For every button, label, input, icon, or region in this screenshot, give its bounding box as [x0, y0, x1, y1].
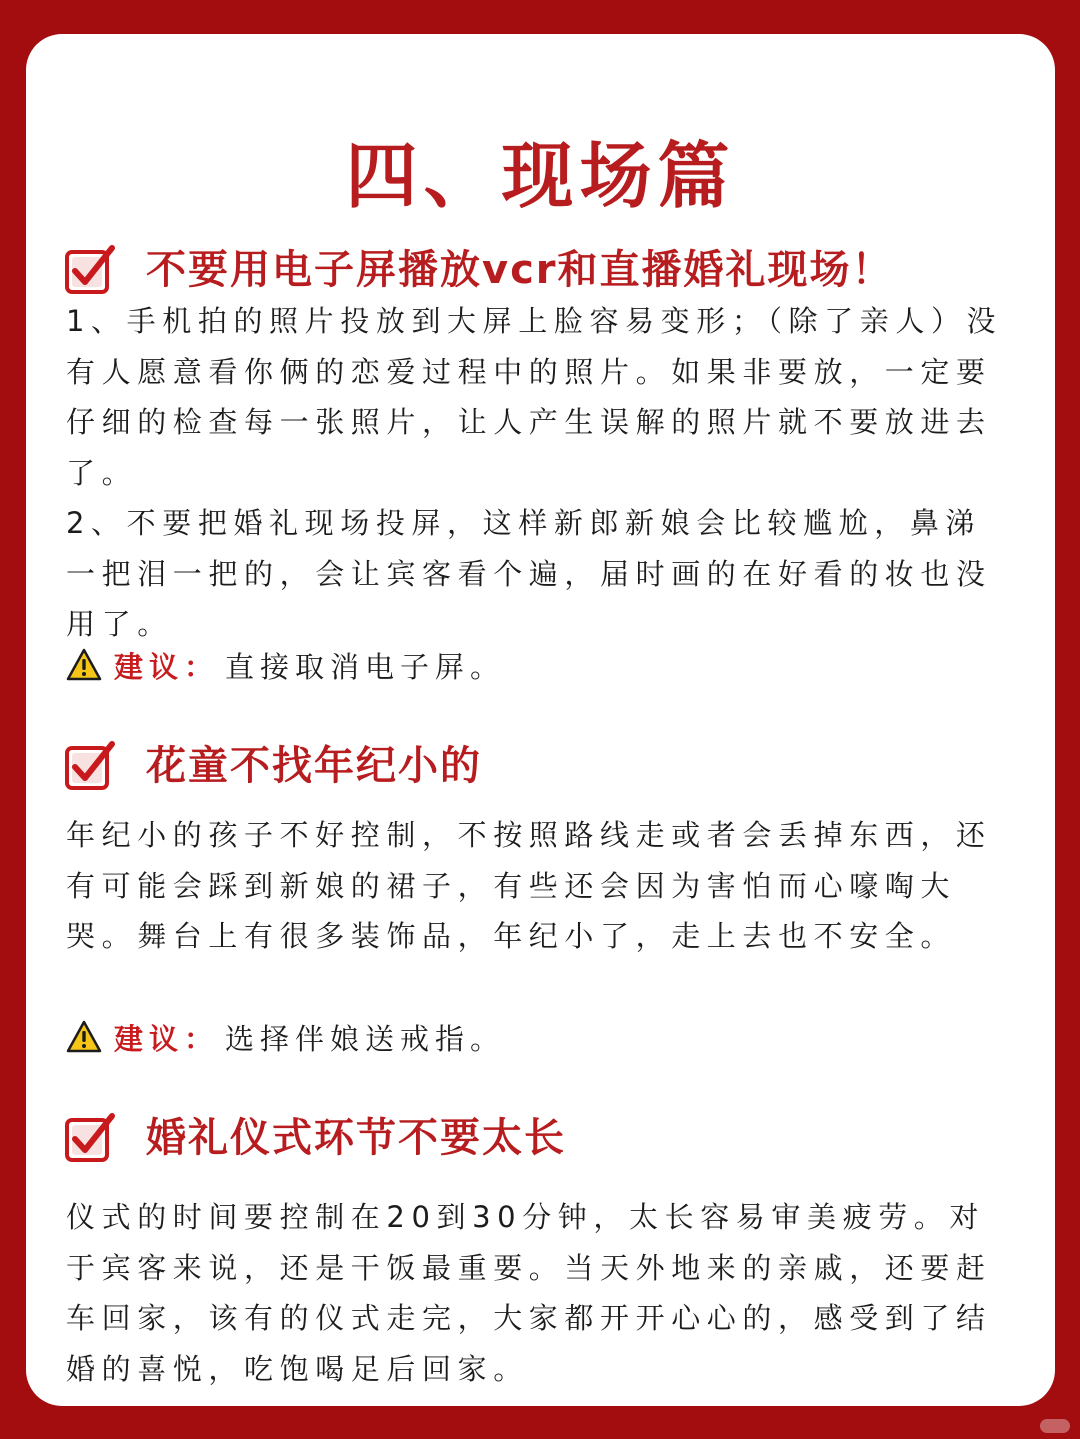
page-title: 四、现场篇 [345, 134, 736, 219]
section-1-paragraph-1: 1、手机拍的照片投放到大屏上脸容易变形；（除了亲人）没有人愿意看你俩的恋爱过程中的照片。如果非要放，一定要仔细的检查每一张照片，让人产生误解的照片就不要放进去了。 [66, 304, 1003, 490]
tip-label: 建议： [114, 1021, 220, 1056]
watermark [1040, 1419, 1070, 1433]
warning-icon [66, 648, 102, 682]
section-title: 不要用电子屏播放vcr和直播婚礼现场！ [146, 247, 894, 293]
checkbox-checked-icon [64, 244, 116, 296]
tip-text: 直接取消电子屏。 [225, 649, 506, 684]
tip-text: 选择伴娘送戒指。 [225, 1021, 506, 1056]
section-2-tip [66, 1012, 505, 1062]
section-header-3 [64, 1108, 566, 1168]
section-title: 婚礼仪式环节不要太长 [146, 1115, 566, 1161]
section-1-paragraph-2: 2、不要把婚礼现场投屏，这样新郎新娘会比较尴尬，鼻涕一把泪一把的，会让宾客看个遍，届时画的在好看的妆也没用了。 [66, 506, 992, 641]
warning-icon [66, 1020, 102, 1054]
section-2-paragraph-1: 年纪小的孩子不好控制，不按照路线走或者会丢掉东西，还有可能会踩到新娘的裙子，有些还会因为害怕而心嚎啕大哭。舞台上有很多装饰品，年纪小了，走上去也不安全。 [66, 818, 992, 953]
section-header-2 [64, 736, 482, 796]
checkbox-checked-icon [64, 1112, 116, 1164]
section-header-1 [64, 240, 894, 300]
content-card [26, 34, 1055, 1406]
section-1-tip [66, 640, 505, 690]
section-title: 花童不找年纪小的 [146, 743, 482, 789]
tip-label: 建议： [114, 649, 220, 684]
checkbox-checked-icon [64, 740, 116, 792]
section-3-paragraph-1: 仪式的时间要控制在20到30分钟，太长容易审美疲劳。对于宾客来说，还是干饭最重要。当天外地来的亲戚，还要赶车回家，该有的仪式走完，大家都开开心心的，感受到了结婚的喜悦，吃饱喝足后回家。 [66, 1200, 992, 1386]
